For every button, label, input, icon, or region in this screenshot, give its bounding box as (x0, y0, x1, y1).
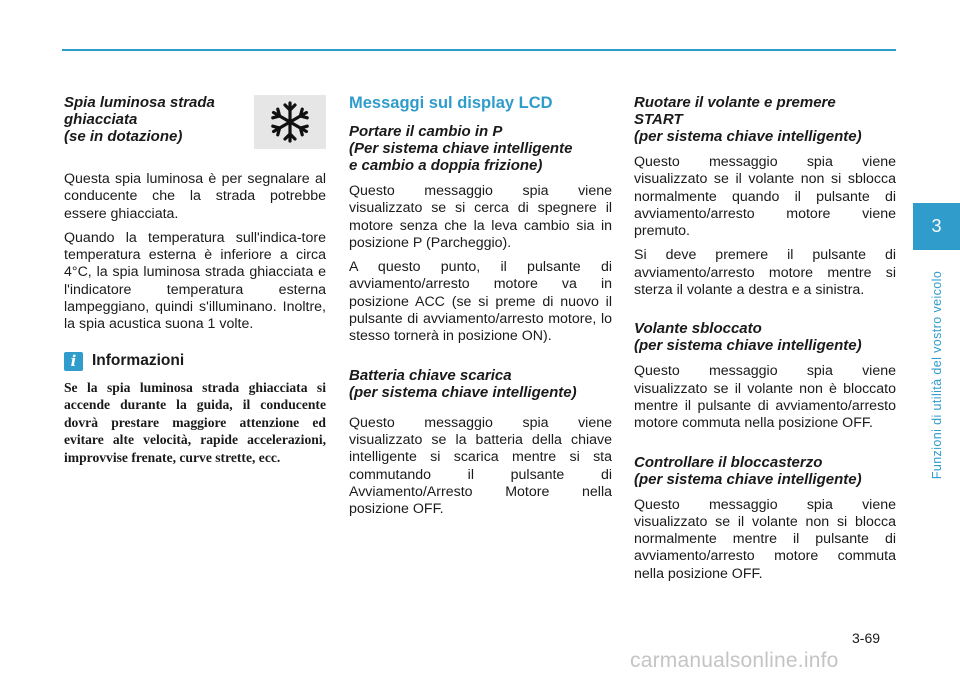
chapter-tab: 3 (913, 203, 960, 250)
heading-line: Spia luminosa strada (64, 94, 215, 111)
heading-line: START (634, 111, 683, 128)
heading-volante-sbloccato (634, 320, 896, 354)
paragraph: A questo punto, il pulsante di avviamento/arresto motore va in posizione ACC (se si preme di nuovo il pulsante di avviamento/arresto motore, lo stesso tornerà in posizione ON). (349, 259, 612, 345)
column-2 (349, 94, 612, 525)
heading-line: (per sistema chiave intelligente) (634, 337, 862, 355)
paragraph: Questo messaggio spia viene visualizzato se il volante non si sblocca normalmente quando il pulsante di avviamento/arresto motore viene premuto. (634, 154, 896, 240)
heading-line: ghiacciata (64, 111, 138, 128)
paragraph: Questo messaggio spia viene visualizzato se il volante non si blocca normalmente mentre il pulsante di avviamento/arresto motore commuta nella posizione OFF. (634, 496, 896, 582)
paragraph: Questo messaggio spia viene visualizzato se la batteria della chiave intelligente si scarica mentre si sta commutando il pulsante di Avviamento/Arresto Motore nella posizione OFF. (349, 414, 612, 518)
paragraph: Questo messaggio spia viene visualizzato se il volante non è bloccato mentre il pulsante di avviamento/arresto motore commuta nella posizione OFF. (634, 363, 896, 432)
heading-line: e cambio a doppia frizione) (349, 157, 543, 174)
info-header (64, 352, 326, 371)
paragraph: Si deve premere il pulsante di avviamento/arresto motore mentre si sterza il volante a destra e a sinistra. (634, 247, 896, 299)
heading-portare-cambio (349, 123, 612, 174)
heading-line: Portare il cambio in P (349, 123, 503, 140)
heading-line: (per sistema chiave intelligente) (634, 128, 862, 145)
info-title: Informazioni (92, 352, 185, 370)
column-1 (64, 94, 326, 467)
heading-batteria-chiave (349, 367, 612, 401)
column-3 (634, 94, 896, 590)
heading-line: (per sistema chiave intelligente) (349, 383, 577, 401)
snowflake-icon (254, 95, 326, 149)
top-rule (62, 49, 896, 51)
heading-controllare-bloccasterzo (634, 454, 896, 488)
heading-line: Ruotare il volante e premere (634, 94, 836, 111)
paragraph: Questa spia luminosa è per segnalare al conducente che la strada potrebbe essere ghiacciata. (64, 171, 326, 222)
heading-line: (Per sistema chiave intelligente (349, 140, 573, 157)
paragraph: Quando la temperatura sull'indica-tore temperatura esterna è inferiore a circa 4°C, la spia luminosa strada ghiacciata e l'indicatore temperatura esterna lampeggiano, quindi s'illuminano. Inoltre, la spia acustica suona 1 volte. (64, 229, 326, 333)
heading-line: Batteria chiave scarica (349, 366, 512, 384)
page-number: 3-69 (852, 630, 881, 646)
heading-ruotare-volante (634, 94, 896, 145)
heading-line: Controllare il bloccasterzo (634, 453, 823, 471)
paragraph: Questo messaggio spia viene visualizzato se si cerca di spegnere il motore senza che la leva cambio sia in posizione P (Parcheggio). (349, 183, 612, 251)
heading-line: (se in dotazione) (64, 128, 183, 145)
info-body: Se la spia luminosa strada ghiacciata si accende durante la guida, il conducente dovrà prestare maggiore attenzione ed evitare alte velocità, rapide accelerazioni, improvvise frenate, curve strette, ecc. (64, 379, 326, 466)
heading-line: Volante sbloccato (634, 320, 762, 338)
heading-line: (per sistema chiave intelligente) (634, 470, 862, 488)
chapter-title: Funzioni di utilità del vostro veicolo (930, 270, 944, 480)
info-icon: i (64, 352, 83, 371)
heading-spia-strada-ghiacciata (64, 94, 244, 145)
watermark: carmanualsonline.info (630, 649, 839, 672)
section-title: Messaggi sul display LCD (349, 94, 553, 112)
